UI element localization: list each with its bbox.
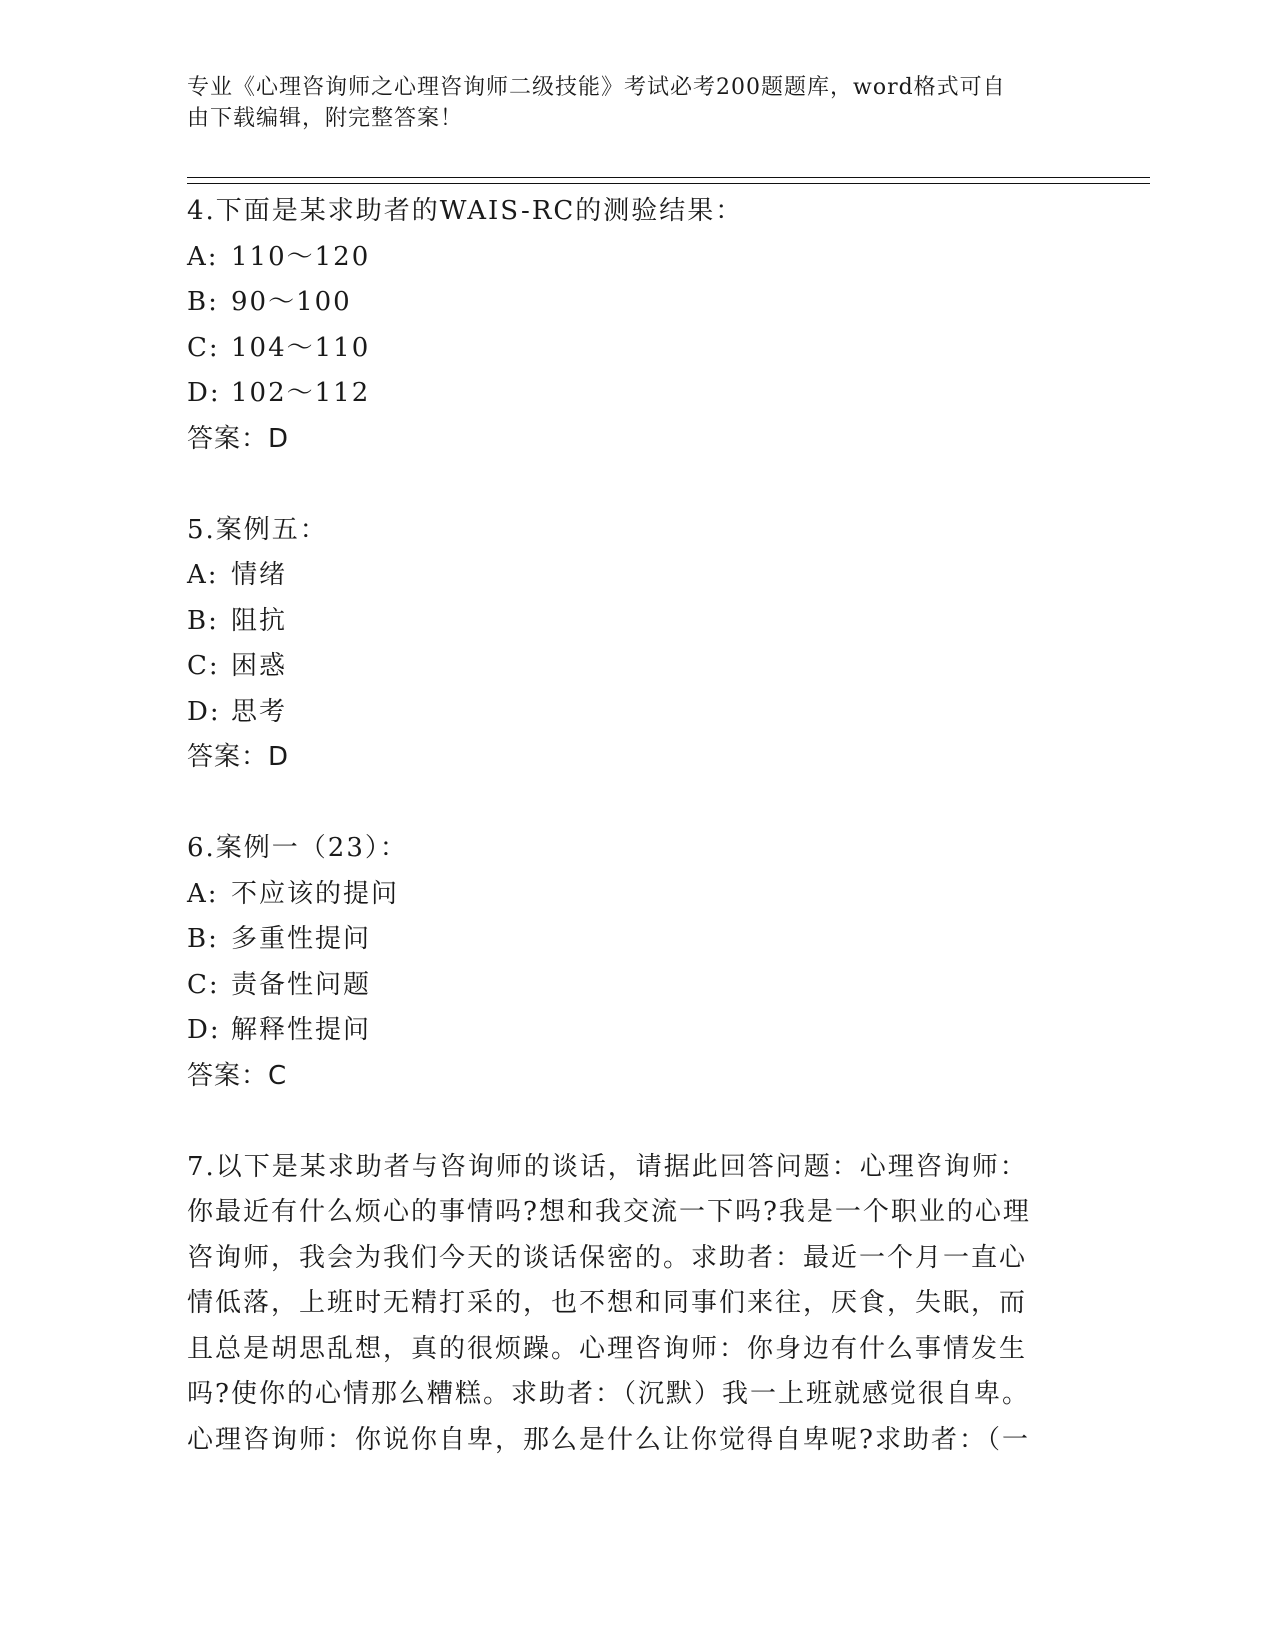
header-divider-top [187,177,1150,178]
option-text: 多重性提问 [231,924,372,954]
answer-line: 答案：D [187,423,290,454]
option-b [187,917,1067,963]
option-text: 不应该的提问 [231,878,400,909]
header-line-1: 专业《心理咨询师之心理咨询师二级技能》考试必考200题题库，word格式可自 [187,75,1006,100]
option-text: 102～112 [231,378,371,408]
option-letter: B: [187,605,219,636]
option-letter: D: [187,1015,221,1045]
option-a [187,553,1067,599]
option-d [187,690,1067,736]
option-text: 阻抗 [231,605,288,636]
question-stem: 5.案例五： [187,514,328,545]
option-a [187,235,1067,281]
document-header [187,72,1067,134]
question-stem-line: 你最近有什么烦心的事情吗?想和我交流一下吗?我是一个职业的心理 [187,1197,1031,1227]
spacer [187,1099,1067,1145]
option-text: 解释性提问 [231,1015,372,1045]
option-text: 104～110 [231,332,371,363]
option-a [187,872,1067,918]
question-6 [187,826,1067,1099]
question-stem-line: 7.以下是某求助者与咨询师的谈话，请据此回答问题：心理咨询师： [187,1151,1028,1182]
option-letter: A: [187,560,219,590]
option-letter: C: [187,969,220,1000]
option-b [187,599,1067,645]
answer-line: 答案：C [187,1060,288,1091]
option-text: 责备性问题 [231,969,372,1000]
question-stem: 4.下面是某求助者的WAIS-RC的测验结果： [187,196,744,226]
option-c [187,326,1067,372]
option-text: 110～120 [231,241,371,272]
header-line-2: 由下载编辑，附完整答案！ [187,106,464,131]
spacer [187,462,1067,508]
question-4 [187,189,1067,462]
question-stem-line: 心理咨询师：你说你自卑，那么是什么让你觉得自卑呢?求助者：（一 [187,1424,1030,1455]
question-7 [187,1145,1067,1464]
question-list [187,189,1067,1463]
option-letter: B: [187,287,219,317]
option-letter: A: [187,878,219,909]
option-letter: A: [187,241,219,272]
answer-line: 答案：D [187,742,290,772]
option-letter: D: [187,696,221,727]
option-d [187,1008,1067,1054]
option-c [187,644,1067,690]
option-text: 90～100 [231,287,352,317]
option-letter: C: [187,332,220,363]
question-stem-line: 咨询师，我会为我们今天的谈话保密的。求助者：最近一个月一直心 [187,1242,1028,1273]
question-stem-line: 且总是胡思乱想，真的很烦躁。心理咨询师：你身边有什么事情发生 [187,1333,1028,1364]
header-divider-bottom [187,183,1150,184]
option-text: 困惑 [231,651,288,681]
option-letter: C: [187,651,220,681]
option-letter: B: [187,924,219,954]
option-c [187,963,1067,1009]
option-letter: D: [187,378,221,408]
option-text: 思考 [231,696,288,727]
question-stem-line: 吗?使你的心情那么糟糕。求助者：（沉默）我一上班就感觉很自卑。 [187,1379,1030,1409]
option-text: 情绪 [231,560,288,590]
question-stem: 6.案例一（23）： [187,833,408,863]
spacer [187,781,1067,827]
question-5 [187,508,1067,781]
option-b [187,280,1067,326]
question-stem-line: 情低落，上班时无精打采的，也不想和同事们来往，厌食，失眠，而 [187,1288,1028,1318]
option-d [187,371,1067,417]
